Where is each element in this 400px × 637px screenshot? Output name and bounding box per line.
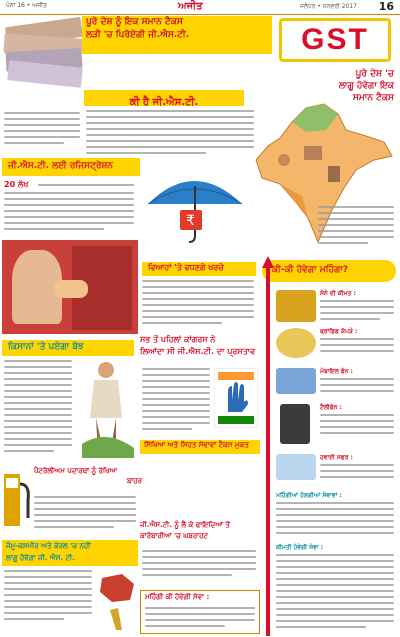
weddings-title: ਵਿਆਹਾਂ 'ਤੇ ਵਧਣਗੇ ਖਰਚੇ xyxy=(148,263,224,272)
petroleum-line1: ਪੈਟਰੋਲੀਅਮ ਪਦਾਰਥਾਂ ਨੂੰ ਰੱਖਿਆ xyxy=(34,467,118,475)
what-costlier-banner xyxy=(262,260,396,282)
map-caption-line1: ਪੂਰੇ ਦੇਸ਼ 'ਚ xyxy=(355,69,394,79)
congress-line2: ਲਿਆਂਦਾ ਸੀ ਜੀ.ਐਸ.ਟੀ. ਦਾ ਪ੍ਰਸਤਾਵ xyxy=(140,347,256,356)
airplane-icon xyxy=(276,454,316,480)
map-caption-line3: ਸਮਾਨ ਟੈਕਸ xyxy=(352,93,394,103)
what-is-gst-banner xyxy=(84,90,244,106)
petroleum-line2: ਬਾਹਰ xyxy=(126,477,142,485)
mobile-phone-icon xyxy=(280,404,310,444)
map-caption-line2: ਲਾਗੂ ਹੋਵੇਗਾ ਇਕ xyxy=(338,81,394,91)
farmers-banner xyxy=(2,340,134,356)
what-costlier-title: ਕੀ-ਕੀ ਹੋਵੇਗਾ ਮਹਿੰਗਾ? xyxy=(272,265,349,275)
services-box xyxy=(140,590,260,634)
costlier-item-label: ਟੈਲੀਫੋਨ : xyxy=(320,404,342,411)
wedding-photo xyxy=(2,240,138,334)
umbrella-image xyxy=(142,164,248,246)
jewellery-icon xyxy=(276,328,316,358)
states-question-line2: ਕਾਰੋਬਾਰੀਆਂ 'ਚ ਘਬਰਾਹਟ xyxy=(140,532,209,540)
registration-title: ਜੀ.ਐਸ.ਟੀ. ਲਈ ਰਜਿਸਟ੍ਰੇਸ਼ਨ xyxy=(8,161,114,171)
congress-hand-logo xyxy=(214,368,258,428)
farmer-illustration xyxy=(76,358,138,462)
header-left-text: ਪੰਨਾ 16 • ਅਜੀਤ xyxy=(6,2,47,9)
farmers-text xyxy=(4,360,74,460)
fuel-pump-icon xyxy=(2,470,32,530)
map-side-text xyxy=(318,206,396,252)
masthead: ਅਜੀਤ xyxy=(178,1,203,12)
registration-lead: 20 ਲੱਖ xyxy=(4,180,29,189)
headline-line1: ਪੂਰੇ ਦੇਸ਼ ਨੂੰ ਇਕ ਸਮਾਨ ਟੈਕਸ xyxy=(86,17,183,27)
congress-text xyxy=(142,368,212,438)
congress-banner xyxy=(140,334,260,362)
headline-banner xyxy=(82,16,272,54)
costlier-item-label: ਕੀਮਤੀ ਹੋਵੇਗੀ ਸੇਵਾ : xyxy=(276,544,324,551)
states-text xyxy=(142,550,258,584)
education-title: ਸਿੱਖਿਆ ਅਤੇ ਸਿਹਤ ਸੇਵਾਵਾਂ ਟੈਕਸ ਮੁਕਤ xyxy=(144,441,249,449)
jk-kerala-map xyxy=(96,572,140,632)
costlier-item-label: ਸੋਨੇ ਦੀ ਕੀਮਤ : xyxy=(320,290,356,297)
weddings-banner xyxy=(142,262,256,276)
up-arrow-icon xyxy=(262,256,274,636)
gst-logo: GST xyxy=(279,18,391,62)
laptop-icon xyxy=(276,368,316,394)
jk-banner xyxy=(2,540,138,566)
petroleum-text xyxy=(34,496,138,536)
page-header xyxy=(0,0,400,15)
registration-banner xyxy=(2,158,140,176)
map-caption xyxy=(290,68,394,104)
congress-line1: ਸਭ ਤੋਂ ਪਹਿਲਾਂ ਕਾਂਗਰਸ ਨੇ xyxy=(140,335,216,344)
states-question-banner xyxy=(140,520,260,546)
headline-line2: ਲੜੀ 'ਚ ਪਿਰੋਏਗੀ ਜੀ.ਐਸ.ਟੀ. xyxy=(86,30,190,40)
education-banner xyxy=(140,440,260,454)
svg-text:₹: ₹ xyxy=(186,213,195,229)
jk-line2: ਲਾਗੂ ਹੋਵੇਗਾ ਜੀ. ਐਸ. ਟੀ. xyxy=(6,554,75,562)
page-number: 16 xyxy=(378,0,394,13)
states-question-line1: ਜੀ.ਐਸ.ਟੀ. ਨੂੰ ਲੈ ਕੇ ਫਾਇਦਿਆਂ ਤੋਂ xyxy=(140,521,230,529)
jk-text xyxy=(4,570,94,630)
costlier-item-label: ਮਹਿੰਗੀਆਂ ਹੋਣਗੀਆਂ ਸੇਵਾਵਾਂ : xyxy=(276,492,342,499)
costlier-list xyxy=(276,286,396,636)
left-intro-text xyxy=(4,92,82,152)
services-box-title: ਮਹਿੰਗੀ ਕੀ ਹੋਵੇਗੀ ਸੇਵਾ : xyxy=(145,593,210,601)
costlier-item-label: ਬ੍ਰਾਂਡਿਡ ਕੱਪੜੇ : xyxy=(320,328,358,335)
currency-notes-image xyxy=(2,16,86,88)
costlier-item-label: ਹਵਾਈ ਸਫਰ : xyxy=(320,454,353,461)
registration-text xyxy=(4,180,134,238)
farmers-title: ਕਿਸਾਨਾਂ 'ਤੇ ਪਏਗਾ ਬੋਝ xyxy=(8,342,84,352)
intro-text xyxy=(86,108,256,156)
what-is-gst-title: ਕੀ ਹੈ ਜੀ.ਐਸ.ਟੀ. xyxy=(129,97,199,108)
jk-line1: ਜੰਮੂ-ਕਸ਼ਮੀਰ ਅਤੇ ਕੇਰਲ 'ਚ ਨਹੀਂ xyxy=(6,542,91,550)
weddings-text xyxy=(142,280,256,332)
header-date: ਜਲੰਧਰ • ਜਨਵਰੀ 2017 xyxy=(300,3,357,10)
gold-bars-icon xyxy=(276,290,316,322)
petroleum-banner xyxy=(34,466,142,492)
costlier-item-label: ਮੋਬਾਇਲ ਫੋਨ : xyxy=(320,368,353,375)
